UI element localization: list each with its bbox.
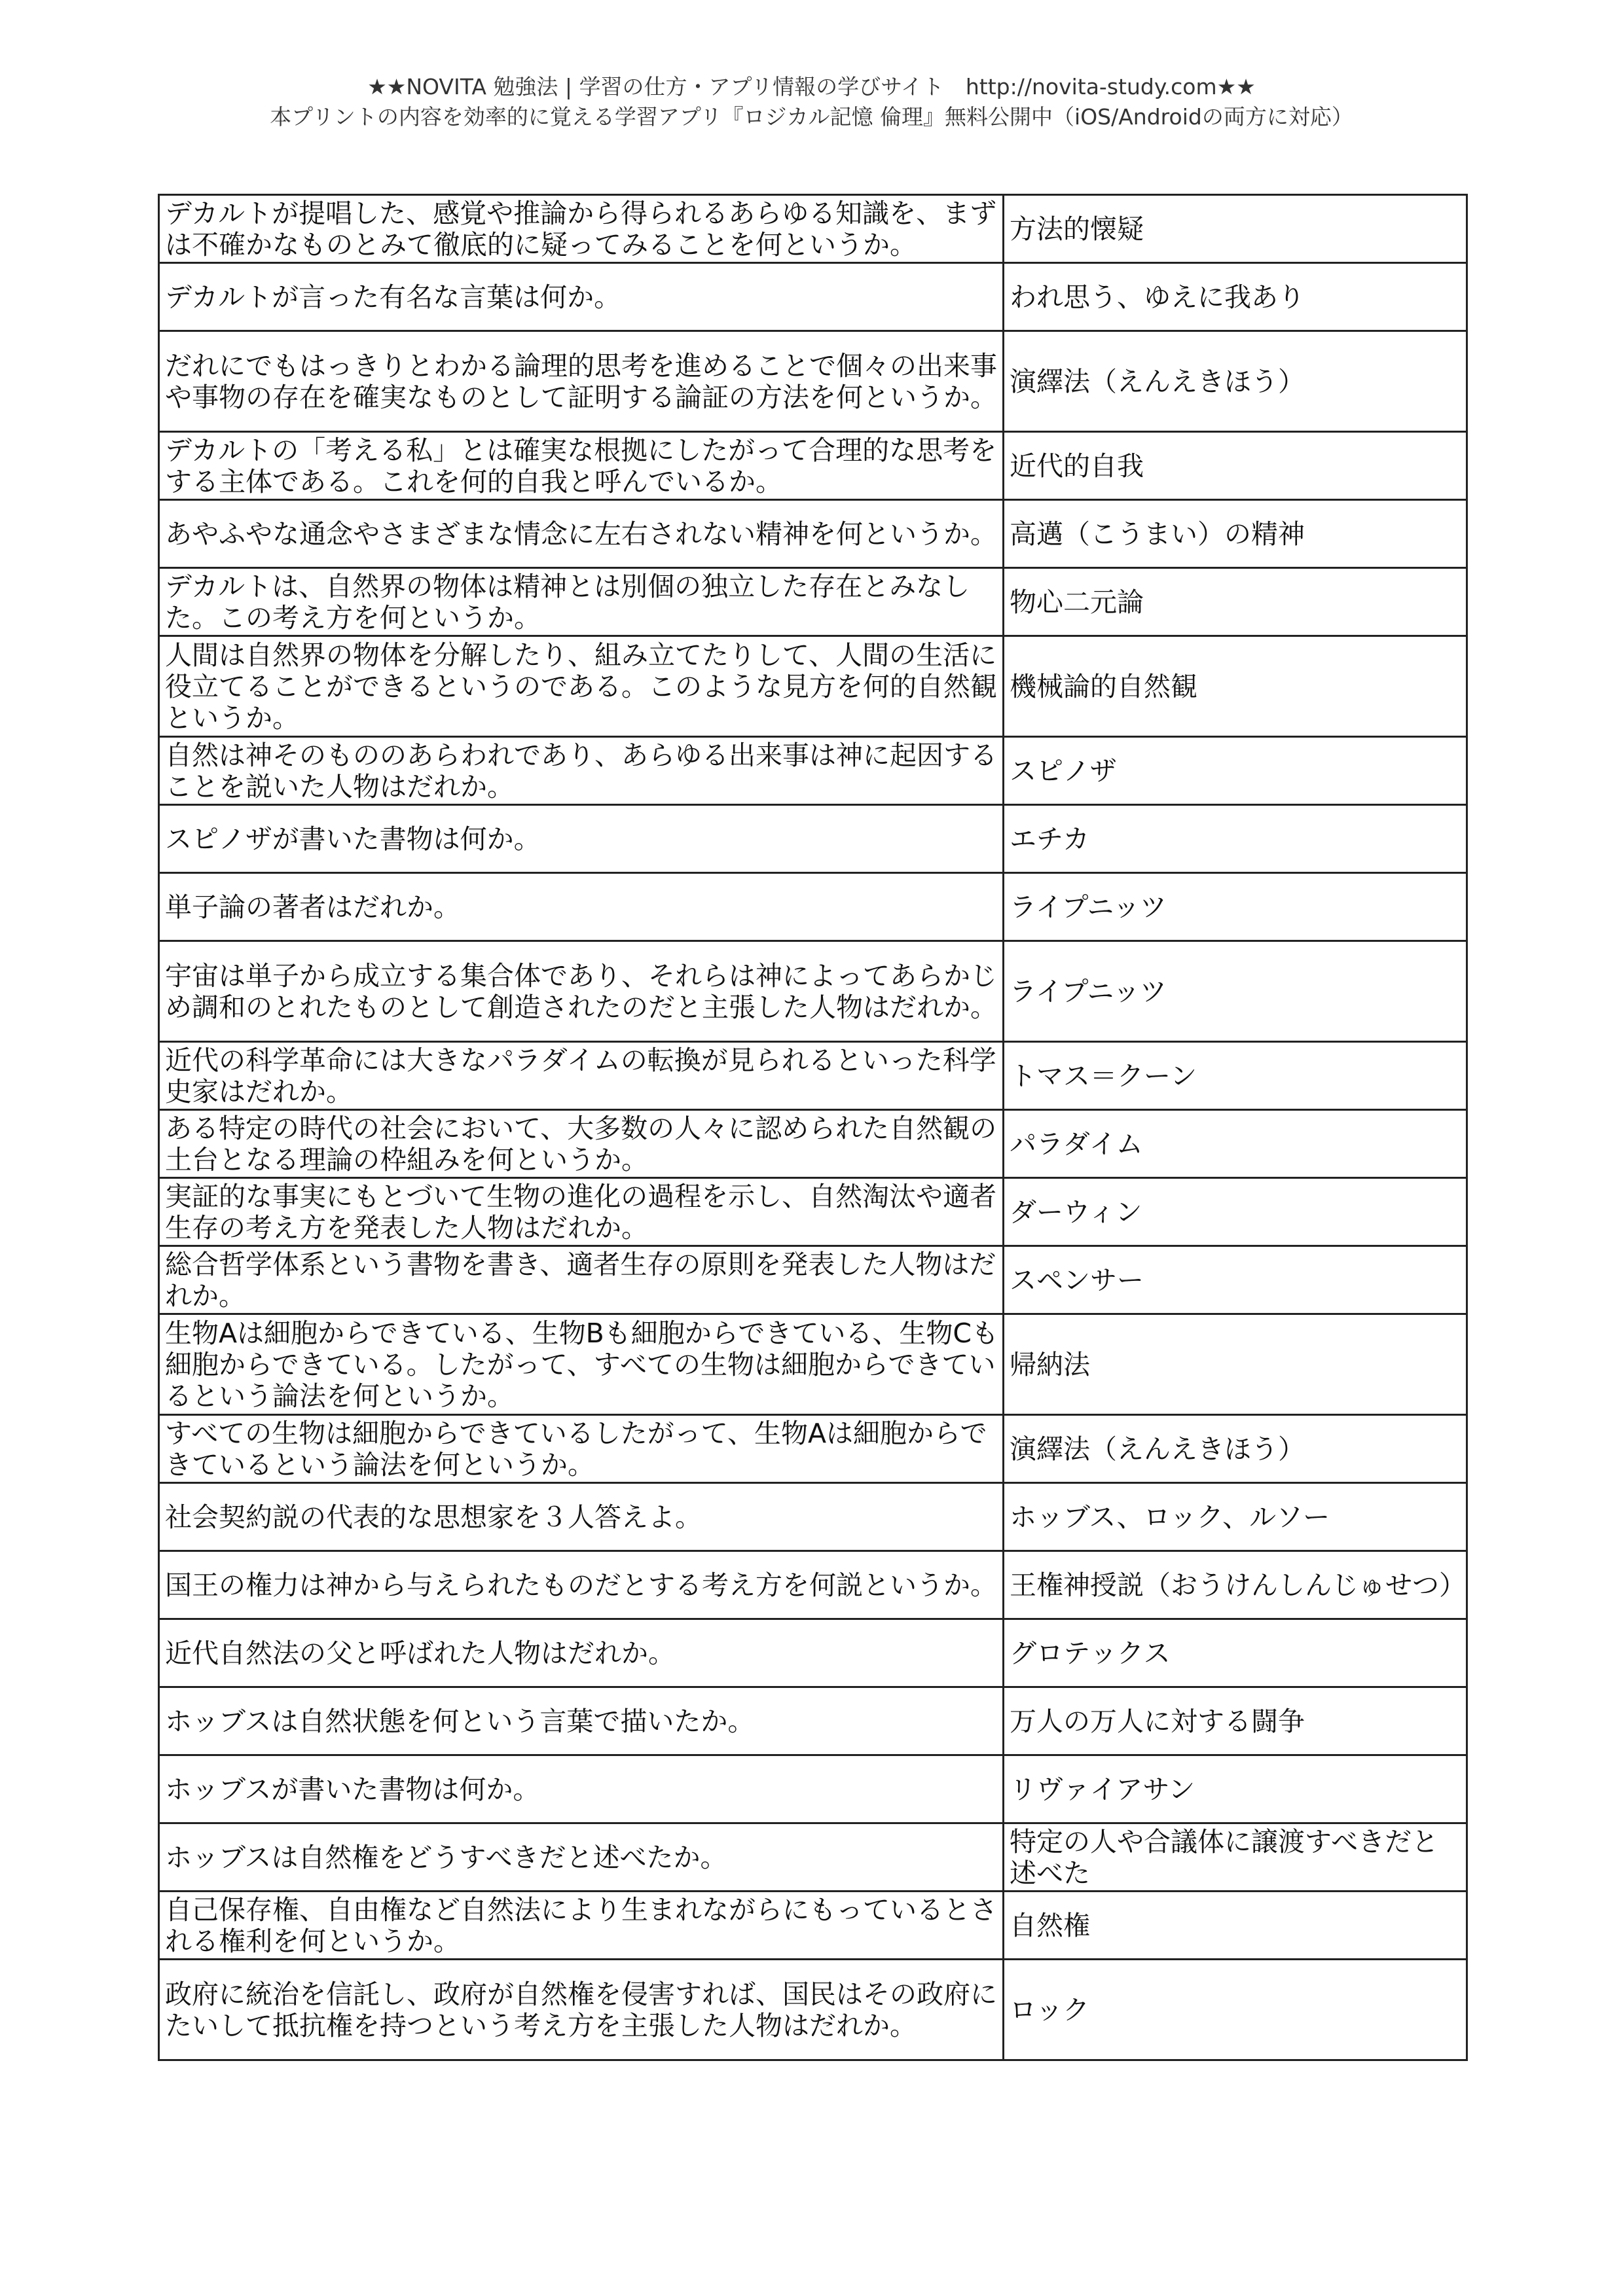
question-cell: ホッブスは自然権をどうすべきだと述べたか。 — [159, 1823, 1004, 1892]
table-row — [159, 1892, 1467, 1960]
question-cell: 総合哲学体系という書物を書き、適者生存の原則を発表した人物はだれか。 — [159, 1246, 1004, 1314]
table-row — [159, 1178, 1467, 1246]
table-row — [159, 331, 1467, 432]
table-row — [159, 568, 1467, 636]
answer-cell: グロテックス — [1004, 1619, 1467, 1687]
answer-cell: パラダイム — [1004, 1110, 1467, 1178]
table-row — [159, 1823, 1467, 1892]
question-cell: デカルトの「考える私」とは確実な根拠にしたがって合理的な思考をする主体である。これを何的自我と呼んでいるか。 — [159, 432, 1004, 500]
question-cell: 近代自然法の父と呼ばれた人物はだれか。 — [159, 1619, 1004, 1687]
answer-cell: 王権神授説（おうけんしんじゅせつ） — [1004, 1551, 1467, 1619]
question-cell: 国王の権力は神から与えられたものだとする考え方を何説というか。 — [159, 1551, 1004, 1619]
question-cell: 宇宙は単子から成立する集合体であり、それらは神によってあらかじめ調和のとれたものとして創造されたのだと主張した人物はだれか。 — [159, 941, 1004, 1042]
answer-cell: ダーウィン — [1004, 1178, 1467, 1246]
question-cell: 近代の科学革命には大きなパラダイムの転換が見られるといった科学史家はだれか。 — [159, 1042, 1004, 1110]
table-row — [159, 1483, 1467, 1551]
table-row — [159, 263, 1467, 331]
question-cell: 政府に統治を信託し、政府が自然権を侵害すれば、国民はその政府にたいして抵抗権を持つという考え方を主張した人物はだれか。 — [159, 1960, 1004, 2060]
table-row — [159, 432, 1467, 500]
question-cell: すべての生物は細胞からできているしたがって、生物Aは細胞からできているという論法を何というか。 — [159, 1415, 1004, 1483]
question-cell: デカルトは、自然界の物体は精神とは別個の独立した存在とみなした。この考え方を何というか。 — [159, 568, 1004, 636]
answer-cell: ライプニッツ — [1004, 873, 1467, 941]
table-row — [159, 1042, 1467, 1110]
table-row — [159, 500, 1467, 568]
answer-cell: リヴァイアサン — [1004, 1755, 1467, 1823]
answer-cell: スピノザ — [1004, 737, 1467, 805]
header-app-line: 本プリントの内容を効率的に覚える学習アプリ『ロジカル記憶 倫理』無料公開中（iOS/Androidの両方に対応） — [270, 104, 1353, 130]
answer-cell: ライプニッツ — [1004, 941, 1467, 1042]
answer-cell: 方法的懐疑 — [1004, 195, 1467, 263]
table-row — [159, 805, 1467, 873]
table-row — [159, 195, 1467, 263]
table-row — [159, 873, 1467, 941]
answer-cell: 特定の人や合議体に譲渡すべきだと述べた — [1004, 1823, 1467, 1892]
answer-cell: われ思う、ゆえに我あり — [1004, 263, 1467, 331]
answer-cell: 演繹法（えんえきほう） — [1004, 1415, 1467, 1483]
table-row — [159, 636, 1467, 737]
table-row — [159, 941, 1467, 1042]
table-row — [159, 1960, 1467, 2060]
answer-cell: 万人の万人に対する闘争 — [1004, 1687, 1467, 1755]
question-cell: ある特定の時代の社会において、大多数の人々に認められた自然観の土台となる理論の枠組みを何というか。 — [159, 1110, 1004, 1178]
table-row — [159, 1314, 1467, 1415]
question-cell: ホッブスは自然状態を何という言葉で描いたか。 — [159, 1687, 1004, 1755]
question-cell: 実証的な事実にもとづいて生物の進化の過程を示し、自然淘汰や適者生存の考え方を発表した人物はだれか。 — [159, 1178, 1004, 1246]
table-row — [159, 1110, 1467, 1178]
answer-cell: ホッブス、ロック、ルソー — [1004, 1483, 1467, 1551]
qa-table — [158, 194, 1468, 2061]
answer-cell: ロック — [1004, 1960, 1467, 2060]
table-row — [159, 1755, 1467, 1823]
question-cell: ホッブスが書いた書物は何か。 — [159, 1755, 1004, 1823]
table-row — [159, 1687, 1467, 1755]
question-cell: あやふやな通念やさまざまな情念に左右されない精神を何というか。 — [159, 500, 1004, 568]
answer-cell: 機械論的自然観 — [1004, 636, 1467, 737]
answer-cell: 高邁（こうまい）の精神 — [1004, 500, 1467, 568]
question-cell: 自然は神そのもののあらわれであり、あらゆる出来事は神に起因することを説いた人物はだれか。 — [159, 737, 1004, 805]
question-cell: デカルトが提唱した、感覚や推論から得られるあらゆる知識を、まずは不確かなものとみて徹底的に疑ってみることを何というか。 — [159, 195, 1004, 263]
answer-cell: 演繹法（えんえきほう） — [1004, 331, 1467, 432]
question-cell: だれにでもはっきりとわかる論理的思考を進めることで個々の出来事や事物の存在を確実なものとして証明する論証の方法を何というか。 — [159, 331, 1004, 432]
question-cell: 生物Aは細胞からできている、生物Bも細胞からできている、生物Cも細胞からできている。したがって、すべての生物は細胞からできているという論法を何というか。 — [159, 1314, 1004, 1415]
answer-cell: スペンサー — [1004, 1246, 1467, 1314]
qa-table-body — [159, 195, 1467, 2060]
answer-cell: 帰納法 — [1004, 1314, 1467, 1415]
table-row — [159, 1551, 1467, 1619]
answer-cell: 自然権 — [1004, 1892, 1467, 1960]
question-cell: 人間は自然界の物体を分解したり、組み立てたりして、人間の生活に役立てることができるというのである。このような見方を何的自然観というか。 — [159, 636, 1004, 737]
answer-cell: トマス＝クーン — [1004, 1042, 1467, 1110]
answer-cell: 近代的自我 — [1004, 432, 1467, 500]
answer-cell: エチカ — [1004, 805, 1467, 873]
table-row — [159, 1246, 1467, 1314]
table-row — [159, 1619, 1467, 1687]
question-cell: デカルトが言った有名な言葉は何か。 — [159, 263, 1004, 331]
table-row — [159, 737, 1467, 805]
page-header — [0, 72, 1623, 132]
question-cell: スピノザが書いた書物は何か。 — [159, 805, 1004, 873]
question-cell: 自己保存権、自由権など自然法により生まれながらにもっているとされる権利を何というか。 — [159, 1892, 1004, 1960]
table-row — [159, 1415, 1467, 1483]
question-cell: 社会契約説の代表的な思想家を３人答えよ。 — [159, 1483, 1004, 1551]
header-site-line: ★★NOVITA 勉強法 | 学習の仕方・アプリ情報の学びサイト http://novita-study.com★★ — [367, 74, 1256, 99]
answer-cell: 物心二元論 — [1004, 568, 1467, 636]
question-cell: 単子論の著者はだれか。 — [159, 873, 1004, 941]
